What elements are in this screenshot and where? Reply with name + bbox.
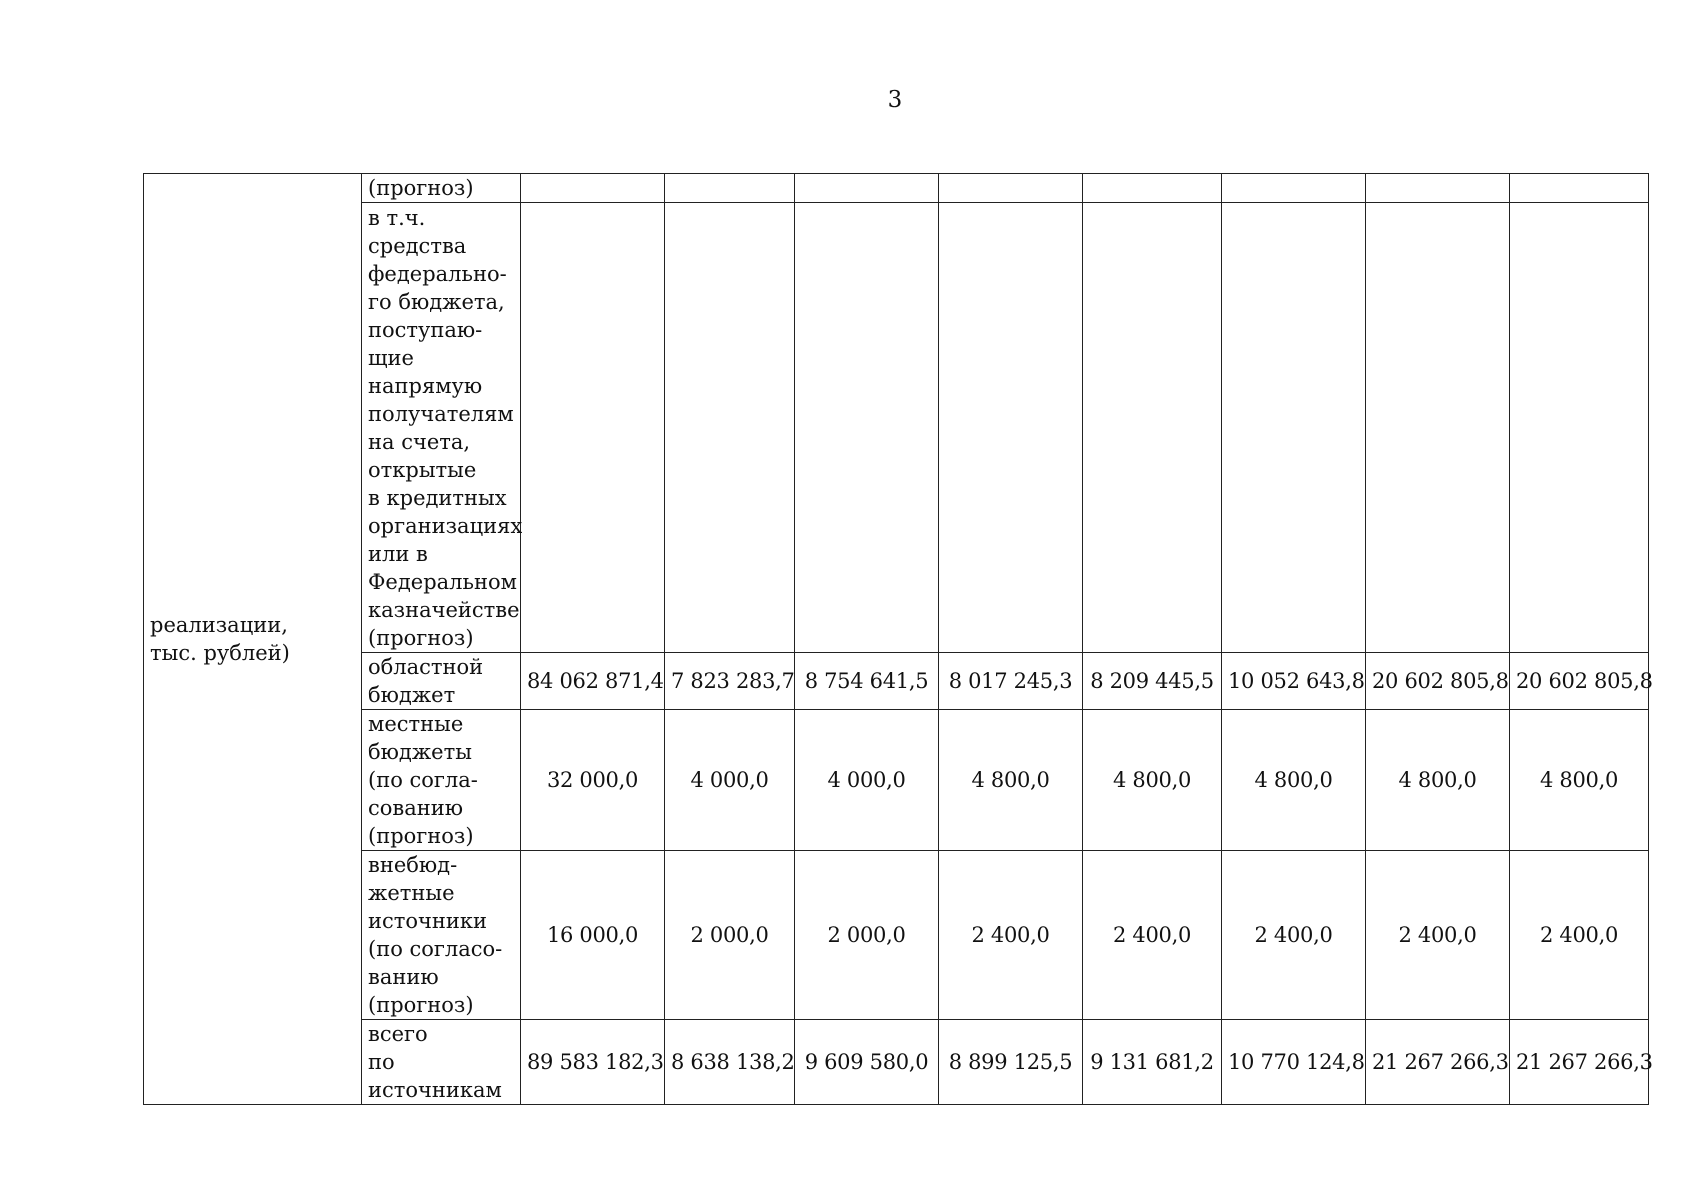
value-cell — [665, 203, 795, 653]
value-cell: 4 800,0 — [1222, 710, 1366, 851]
value-cell — [1222, 203, 1366, 653]
table-row — [144, 851, 1649, 1020]
value-cell — [939, 174, 1083, 203]
value-cell: 2 000,0 — [665, 851, 795, 1020]
table-row — [144, 653, 1649, 710]
value-cell — [521, 174, 665, 203]
source-label: внебюд- жетные источники (по согласо- ванию (прогноз) — [362, 851, 521, 1020]
value-cell: 4 800,0 — [1083, 710, 1222, 851]
page-number: 3 — [887, 87, 903, 113]
source-label: в т.ч. средства федерально- го бюджета, поступаю- щие напрямую получателям на счета, открытые в кредитных организациях или в Федеральном казначействе (прогноз) — [362, 203, 521, 653]
value-cell — [795, 174, 939, 203]
value-cell: 4 800,0 — [1366, 710, 1510, 851]
value-cell — [521, 203, 665, 653]
value-cell — [1510, 174, 1649, 203]
source-label: местные бюджеты (по согла- сованию (прогноз) — [362, 710, 521, 851]
value-cell: 4 800,0 — [1510, 710, 1649, 851]
value-cell: 21 267 266,3 — [1366, 1020, 1510, 1105]
value-cell — [1366, 203, 1510, 653]
value-cell — [1222, 174, 1366, 203]
value-cell: 8 638 138,2 — [665, 1020, 795, 1105]
value-cell: 4 000,0 — [665, 710, 795, 851]
source-label: (прогноз) — [362, 174, 521, 203]
value-cell: 21 267 266,3 — [1510, 1020, 1649, 1105]
table-row — [144, 1020, 1649, 1105]
value-cell: 8 754 641,5 — [795, 653, 939, 710]
value-cell: 7 823 283,7 — [665, 653, 795, 710]
value-cell — [1083, 203, 1222, 653]
value-cell: 32 000,0 — [521, 710, 665, 851]
value-cell: 16 000,0 — [521, 851, 665, 1020]
value-cell — [1366, 174, 1510, 203]
value-cell: 9 609 580,0 — [795, 1020, 939, 1105]
row-group-label: реализации, тыс. рублей) — [144, 174, 362, 1105]
value-cell — [1510, 203, 1649, 653]
value-cell: 4 000,0 — [795, 710, 939, 851]
value-cell: 2 400,0 — [939, 851, 1083, 1020]
value-cell: 8 899 125,5 — [939, 1020, 1083, 1105]
table-row — [144, 710, 1649, 851]
source-label: областной бюджет — [362, 653, 521, 710]
value-cell: 2 400,0 — [1222, 851, 1366, 1020]
value-cell: 4 800,0 — [939, 710, 1083, 851]
funding-table — [143, 173, 1653, 1105]
value-cell: 8 209 445,5 — [1083, 653, 1222, 710]
value-cell: 10 052 643,8 — [1222, 653, 1366, 710]
value-cell: 20 602 805,8 — [1510, 653, 1649, 710]
value-cell: 2 400,0 — [1083, 851, 1222, 1020]
value-cell: 2 000,0 — [795, 851, 939, 1020]
table-row — [144, 203, 1649, 653]
value-cell: 2 400,0 — [1366, 851, 1510, 1020]
source-label: всего по источникам — [362, 1020, 521, 1105]
value-cell: 2 400,0 — [1510, 851, 1649, 1020]
value-cell: 9 131 681,2 — [1083, 1020, 1222, 1105]
value-cell — [939, 203, 1083, 653]
value-cell: 20 602 805,8 — [1366, 653, 1510, 710]
value-cell — [1083, 174, 1222, 203]
value-cell: 89 583 182,3 — [521, 1020, 665, 1105]
value-cell: 84 062 871,4 — [521, 653, 665, 710]
value-cell: 8 017 245,3 — [939, 653, 1083, 710]
table-row — [144, 174, 1649, 203]
value-cell — [665, 174, 795, 203]
value-cell — [795, 203, 939, 653]
value-cell: 10 770 124,8 — [1222, 1020, 1366, 1105]
